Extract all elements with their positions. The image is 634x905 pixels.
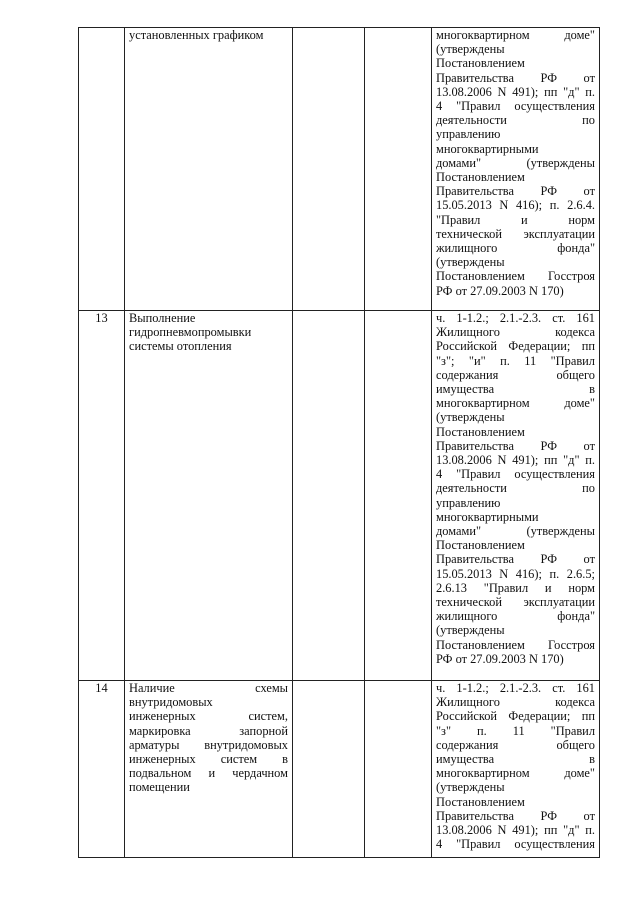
- empty-cell: [293, 28, 365, 311]
- requirement-name-line: помещении: [129, 780, 190, 795]
- requirement-name-line: внутридомовых: [129, 695, 213, 710]
- legal-basis-line: 15.05.2013 N 416); п. 2.6.5;: [436, 566, 595, 581]
- legal-basis-line: Российской Федерации; пп: [436, 709, 595, 724]
- requirement-name-line: арматуры внутридомовых: [129, 737, 288, 752]
- row-number-cell: 13: [79, 311, 125, 681]
- legal-basis-line: 2.6.13 "Правил и норм: [436, 580, 595, 595]
- legal-basis-line: Правительства РФ от: [436, 552, 595, 567]
- legal-basis-line: Правительства РФ от: [436, 184, 595, 199]
- legal-basis-line: технической эксплуатации: [436, 595, 595, 610]
- legal-basis-line: (утверждены: [436, 410, 505, 425]
- requirement-name-line: гидропневмопромывки: [129, 325, 252, 340]
- legal-basis-line: 4 "Правил осуществления: [436, 837, 595, 852]
- legal-basis-line: содержания общего: [436, 367, 595, 382]
- empty-cell: [365, 28, 432, 311]
- legal-basis-line: (утверждены: [436, 42, 505, 57]
- legal-basis-cell: [432, 681, 600, 858]
- legal-basis-line: (утверждены: [436, 623, 505, 638]
- legal-basis-line: Постановлением: [436, 170, 525, 185]
- legal-basis-line: Постановлением: [436, 538, 525, 553]
- legal-basis-line: имущества в: [436, 752, 595, 767]
- legal-basis-line: домами" (утверждены: [436, 155, 595, 170]
- legal-basis-line: 15.05.2013 N 416); п. 2.6.4.: [436, 198, 595, 213]
- legal-basis-line: "Правил и норм: [436, 212, 595, 227]
- legal-basis-line: (утверждены: [436, 780, 505, 795]
- table-row: [79, 681, 600, 858]
- legal-basis-line: РФ от 27.09.2003 N 170): [436, 283, 564, 298]
- empty-cell: [293, 681, 365, 858]
- requirement-name-line: системы отопления: [129, 339, 232, 354]
- legal-basis-line: жилищного фонда": [436, 609, 595, 624]
- legal-basis-line: РФ от 27.09.2003 N 170): [436, 651, 564, 666]
- legal-basis-line: 4 "Правил осуществления: [436, 467, 595, 482]
- legal-basis-line: Постановлением: [436, 794, 525, 809]
- legal-basis-line: жилищного фонда": [436, 241, 595, 256]
- legal-basis-line: управлению: [436, 127, 501, 142]
- legal-basis-line: имущества в: [436, 382, 595, 397]
- legal-basis-line: Правительства РФ от: [436, 438, 595, 453]
- legal-basis-line: деятельности по: [436, 481, 595, 496]
- row-number-cell: 14: [79, 681, 125, 858]
- legal-basis-line: Жилищного кодекса: [436, 695, 595, 710]
- legal-basis-line: (утверждены: [436, 255, 505, 270]
- table-row: [79, 28, 600, 311]
- legal-basis-line: Постановлением: [436, 424, 525, 439]
- legal-basis-line: многоквартирном доме": [436, 28, 595, 42]
- legal-basis-line: Постановлением Госстроя: [436, 637, 595, 652]
- legal-basis-line: многоквартирными: [436, 141, 539, 156]
- requirement-name-cell: [125, 28, 293, 311]
- legal-basis-line: многоквартирными: [436, 509, 539, 524]
- empty-cell: [365, 681, 432, 858]
- legal-basis-cell: [432, 311, 600, 681]
- requirement-name-line: установленных графиком: [129, 28, 264, 42]
- requirement-name-line: Выполнение: [129, 311, 196, 325]
- table-body: [79, 28, 600, 858]
- row-number-cell: [79, 28, 125, 311]
- legal-basis-line: многоквартирном доме": [436, 766, 595, 781]
- legal-basis-line: ч. 1-1.2.; 2.1.-2.3. ст. 161: [436, 311, 595, 325]
- legal-basis-line: многоквартирном доме": [436, 396, 595, 411]
- table-row: [79, 311, 600, 681]
- requirement-name-line: подвальном и чердачном: [129, 766, 288, 781]
- legal-basis-line: 13.08.2006 N 491); пп "д" п.: [436, 84, 595, 99]
- legal-basis-line: 13.08.2006 N 491); пп "д" п.: [436, 453, 595, 468]
- legal-basis-line: домами" (утверждены: [436, 524, 595, 539]
- legal-basis-line: управлению: [436, 495, 501, 510]
- requirement-name-line: инженерных систем,: [129, 709, 288, 724]
- legal-basis-line: Постановлением Госстроя: [436, 269, 595, 284]
- empty-cell: [365, 311, 432, 681]
- legal-basis-line: 4 "Правил осуществления: [436, 99, 595, 114]
- legal-basis-line: "з"; "и" п. 11 "Правил: [436, 353, 595, 368]
- legal-basis-line: 13.08.2006 N 491); пп "д" п.: [436, 823, 595, 838]
- legal-basis-line: Постановлением: [436, 56, 525, 71]
- requirements-table: [78, 27, 600, 858]
- legal-basis-line: Правительства РФ от: [436, 808, 595, 823]
- legal-basis-line: Жилищного кодекса: [436, 325, 595, 340]
- legal-basis-line: "з" п. 11 "Правил: [436, 723, 595, 738]
- legal-basis-line: ч. 1-1.2.; 2.1.-2.3. ст. 161: [436, 681, 595, 695]
- legal-basis-line: Российской Федерации; пп: [436, 339, 595, 354]
- legal-basis-line: деятельности по: [436, 113, 595, 128]
- requirement-name-line: маркировка запорной: [129, 723, 288, 738]
- empty-cell: [293, 311, 365, 681]
- requirement-name-line: инженерных систем в: [129, 752, 288, 767]
- requirement-name-line: Наличие схемы: [129, 681, 288, 695]
- requirement-name-cell: [125, 681, 293, 858]
- legal-basis-line: содержания общего: [436, 737, 595, 752]
- legal-basis-cell: [432, 28, 600, 311]
- legal-basis-line: Правительства РФ от: [436, 70, 595, 85]
- requirement-name-cell: [125, 311, 293, 681]
- legal-basis-line: технической эксплуатации: [436, 226, 595, 241]
